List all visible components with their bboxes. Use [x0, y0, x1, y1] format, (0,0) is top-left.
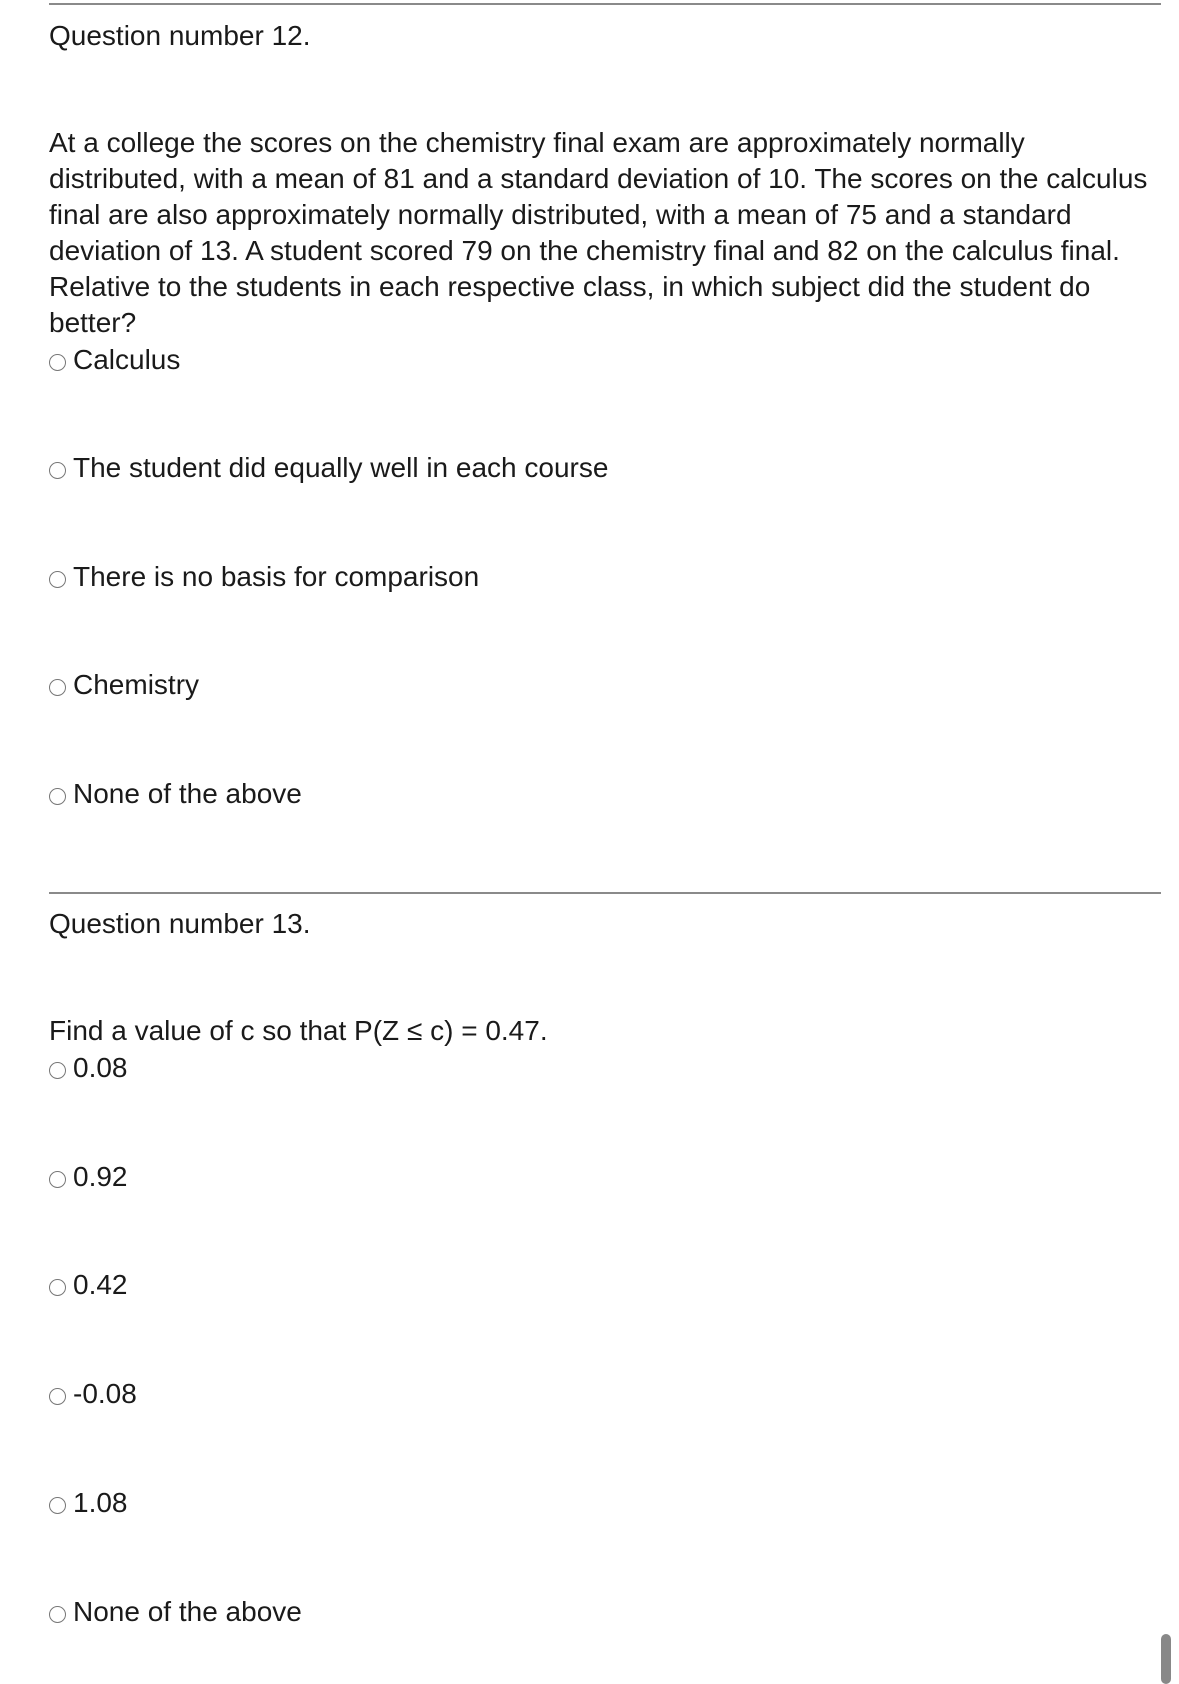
option-0-42[interactable]: [49, 1268, 128, 1302]
option-label: -0.08: [73, 1378, 137, 1409]
radio-button[interactable]: [49, 1062, 66, 1079]
option-none[interactable]: [49, 1595, 302, 1629]
divider: [49, 892, 1161, 894]
radio-button[interactable]: [49, 354, 66, 371]
question-13-heading: Question number 13.: [49, 908, 311, 939]
radio-button[interactable]: [49, 462, 66, 479]
question-12-heading: Question number 12.: [49, 20, 311, 51]
option-label: There is no basis for comparison: [73, 561, 480, 592]
option-label: None of the above: [73, 778, 302, 809]
option-label: Chemistry: [73, 669, 200, 700]
scrollbar[interactable]: [1161, 1634, 1171, 1684]
divider: [49, 3, 1161, 5]
option-neg-0-08[interactable]: [49, 1377, 137, 1411]
option-0-08[interactable]: [49, 1051, 128, 1085]
option-calculus[interactable]: [49, 343, 180, 377]
radio-button[interactable]: [49, 1279, 66, 1296]
question-13-prompt: Find a value of c so that P(Z ≤ c) = 0.47.: [49, 1015, 548, 1046]
radio-button[interactable]: [49, 1606, 66, 1623]
radio-button[interactable]: [49, 788, 66, 805]
option-chemistry[interactable]: [49, 668, 199, 702]
option-label: 1.08: [73, 1487, 128, 1518]
radio-button[interactable]: [49, 571, 66, 588]
option-1-08[interactable]: [49, 1486, 128, 1520]
option-none[interactable]: [49, 777, 302, 811]
option-equally-well[interactable]: [49, 451, 608, 485]
question-12-prompt: At a college the scores on the chemistry final exam are approximately normally distributed, with a mean of 81 and a standard deviation of 10. The scores on the calculus final are also approximately normally distributed, with a mean of 75 and a standard deviation of 13. A student scored 79 on the chemistry final and 82 on the calculus final. Relative to the students in each respective class, in which subject did the student do better?: [49, 127, 1148, 338]
option-label: None of the above: [73, 1596, 302, 1627]
option-0-92[interactable]: [49, 1160, 128, 1194]
option-label: 0.42: [73, 1269, 128, 1300]
option-label: 0.08: [73, 1052, 128, 1083]
radio-button[interactable]: [49, 1171, 66, 1188]
option-label: The student did equally well in each course: [73, 452, 609, 483]
radio-button[interactable]: [49, 1388, 66, 1405]
option-label: 0.92: [73, 1161, 128, 1192]
option-no-basis[interactable]: [49, 560, 479, 594]
radio-button[interactable]: [49, 1497, 66, 1514]
option-label: Calculus: [73, 344, 181, 375]
radio-button[interactable]: [49, 679, 66, 696]
